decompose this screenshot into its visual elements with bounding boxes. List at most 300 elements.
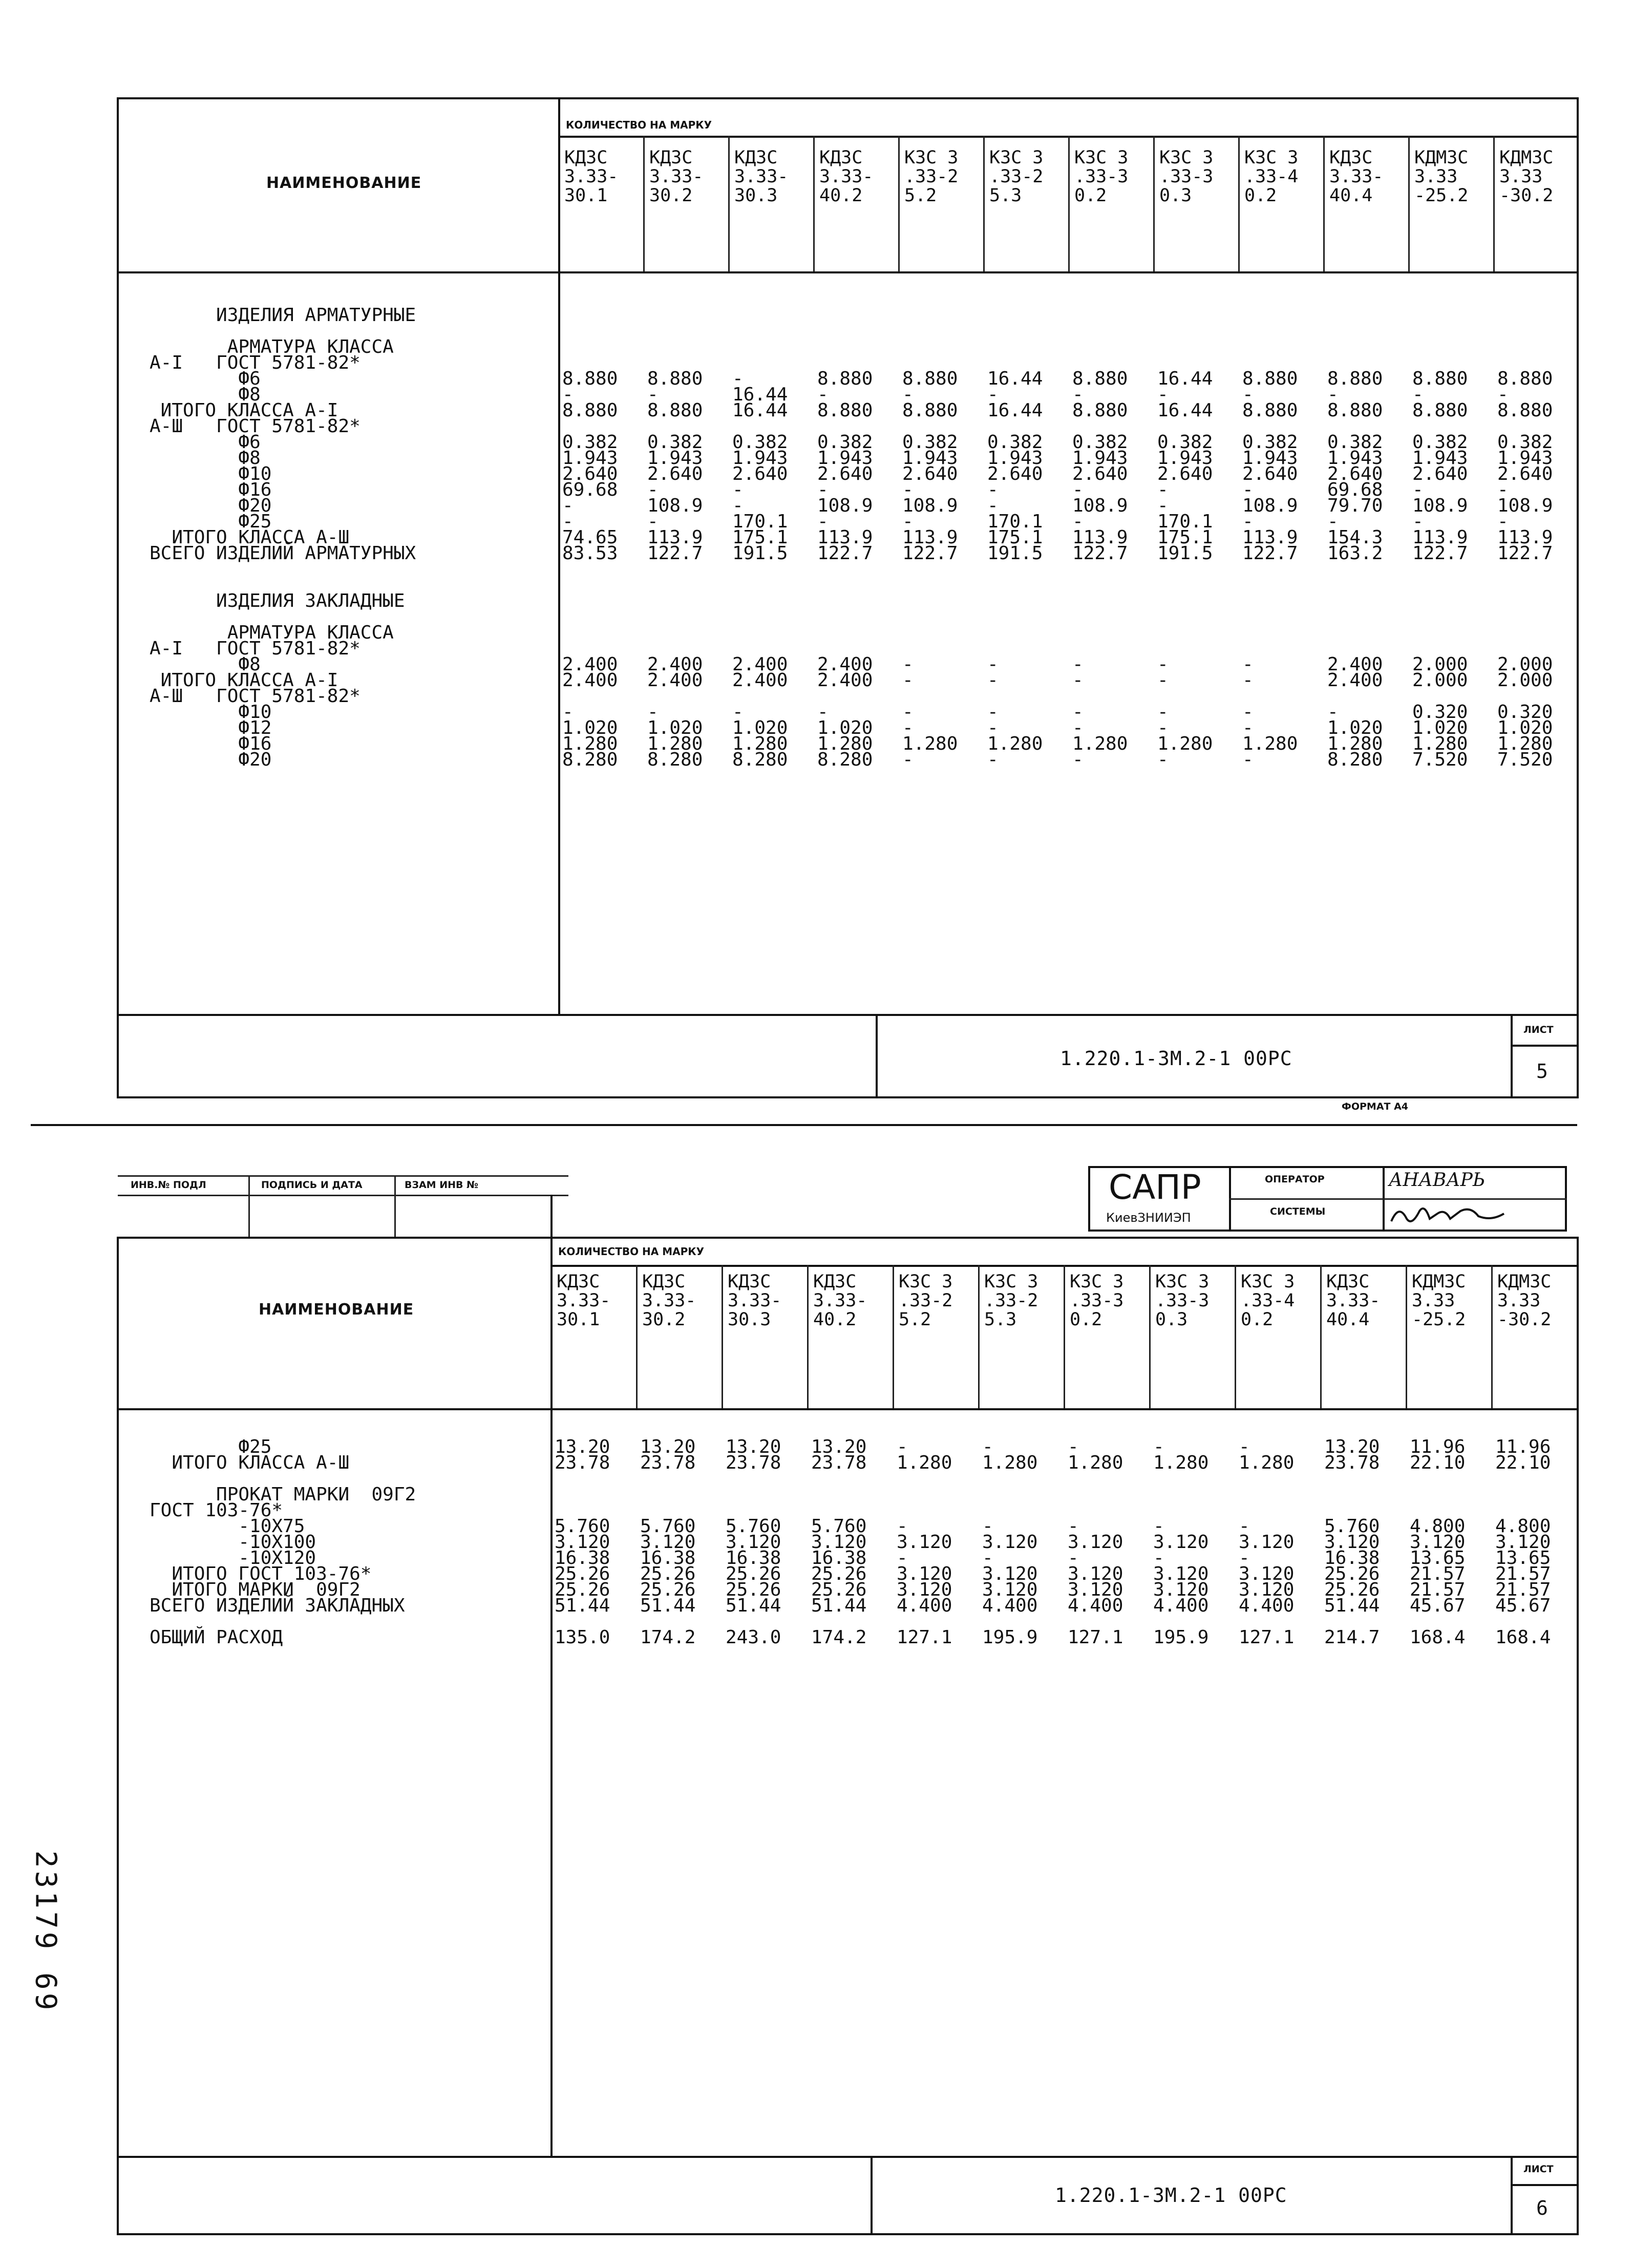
- table-cell: 16.38: [555, 1548, 610, 1568]
- table-cell: 51.44: [811, 1595, 867, 1616]
- operator-name: АНАВАРЬ: [1389, 1170, 1486, 1191]
- table-cell: 51.44: [726, 1595, 781, 1616]
- table-cell: -: [1239, 1548, 1250, 1568]
- table-cell: 8.880: [902, 368, 958, 389]
- column-divider: [728, 136, 730, 271]
- sheet-label: ЛИСТ: [1523, 1024, 1554, 1035]
- table-cell: 69.68: [1327, 479, 1383, 500]
- table-cell: -: [1157, 717, 1169, 738]
- sapr-logo: САПР: [1109, 1168, 1201, 1207]
- sheet-box-rule: [1511, 2184, 1579, 2186]
- table-cell: -: [987, 384, 999, 405]
- table-cell: 108.9: [1412, 495, 1468, 516]
- table-cell: 2.400: [1327, 670, 1383, 691]
- table-cell: 195.9: [1153, 1627, 1209, 1648]
- column-divider: [1064, 1265, 1065, 1408]
- table-cell: -: [982, 1516, 993, 1537]
- table-cell: 8.880: [562, 368, 618, 389]
- table-cell: -: [1239, 1436, 1250, 1457]
- table-cell: 2.640: [1157, 463, 1213, 484]
- name-header: НАИМЕНОВАНИЕ: [266, 174, 422, 192]
- table-cell: -: [902, 479, 914, 500]
- table-cell: 2.400: [647, 670, 703, 691]
- table-cell: -: [1242, 702, 1254, 723]
- table-cell: -: [817, 511, 829, 532]
- table-cell: -: [1157, 479, 1169, 500]
- table-cell: 175.1: [1157, 527, 1213, 548]
- table-cell: 7.520: [1497, 749, 1553, 770]
- table-cell: 135.0: [555, 1627, 610, 1648]
- table-cell: 25.26: [640, 1563, 696, 1584]
- table-cell: 0.320: [1412, 702, 1468, 723]
- table-cell: 1.943: [1412, 448, 1468, 469]
- table-cell: 191.5: [732, 543, 788, 564]
- table-cell: -: [902, 670, 914, 691]
- column-header: КЗС 3 .33-4 0.2: [1241, 1271, 1295, 1330]
- table-cell: 122.7: [1412, 543, 1468, 564]
- table-cell: 0.382: [1412, 432, 1468, 453]
- name-header: НАИМЕНОВАНИЕ: [259, 1301, 414, 1319]
- table-cell: 113.9: [1497, 527, 1553, 548]
- table-cell: 0.382: [1072, 432, 1128, 453]
- table-cell: 1.943: [562, 448, 618, 469]
- doc-code: 1.220.1-3М.2-1 00РС: [1060, 1047, 1292, 1070]
- table-cell: 3.120: [982, 1563, 1038, 1584]
- column-header: КДЗС 3.33- 40.4: [1326, 1271, 1381, 1330]
- table-cell: 25.26: [555, 1563, 610, 1584]
- table-cell: -: [982, 1548, 993, 1568]
- page-separator: [31, 1124, 1577, 1126]
- row-labels: Ф25 ИТОГО КЛАССА А-Ш ПРОКАТ МАРКИ 09Г2 ГОСТ 103-76* -10Х75 -10Х100 -10Х120 ИТОГО ГОСТ 103-76* ИТОГО МАРКИ 09Г2 ВСЕГО ИЗДЕЛИЙ ЗАКЛАДНЫХ ОБЩИЙ РАСХОД: [150, 1436, 416, 1648]
- column-header: КДМЗС 3.33 -30.2: [1497, 1271, 1552, 1330]
- sheet-6-frame: [117, 1237, 1579, 2235]
- table-cell: 16.44: [987, 368, 1043, 389]
- table-cell: 16.44: [732, 400, 788, 421]
- table-cell: -: [987, 495, 999, 516]
- column-header: КЗС 3 .33-2 5.3: [989, 147, 1044, 206]
- table-cell: 113.9: [1412, 527, 1468, 548]
- footer-rule: [117, 2156, 1579, 2158]
- table-cell: -: [902, 654, 914, 675]
- column-divider: [813, 136, 815, 271]
- table-cell: -: [647, 511, 659, 532]
- org-label: КиевЗНИИЭП: [1106, 1211, 1191, 1225]
- table-cell: -: [1068, 1436, 1079, 1457]
- table-cell: 1.020: [1412, 717, 1468, 738]
- table-cell: 8.880: [817, 400, 873, 421]
- table-cell: -: [1072, 670, 1084, 691]
- table-cell: 25.26: [640, 1579, 696, 1600]
- table-cell: -: [987, 479, 999, 500]
- table-cell: 191.5: [987, 543, 1043, 564]
- table-cell: 23.78: [726, 1452, 781, 1473]
- table-cell: 8.880: [647, 400, 703, 421]
- table-cell: 175.1: [732, 527, 788, 548]
- column-header: КЗС 3 .33-3 0.3: [1155, 1271, 1210, 1330]
- table-cell: -: [1412, 479, 1424, 500]
- table-cell: -: [1157, 670, 1169, 691]
- table-cell: -: [1497, 384, 1509, 405]
- stamp-divider: [394, 1175, 396, 1237]
- table-cell: 170.1: [1157, 511, 1213, 532]
- table-cell: 16.38: [640, 1548, 696, 1568]
- table-cell: -: [647, 384, 659, 405]
- table-cell: -: [1068, 1548, 1079, 1568]
- table-cell: 8.880: [1412, 400, 1468, 421]
- table-cell: 4.400: [1153, 1595, 1209, 1616]
- column-divider: [1153, 136, 1155, 271]
- table-cell: 108.9: [1242, 495, 1298, 516]
- table-cell: -: [817, 479, 829, 500]
- table-cell: 8.880: [1497, 368, 1553, 389]
- replace-label: ВЗАМ ИНВ №: [405, 1179, 478, 1191]
- table-cell: -: [897, 1548, 908, 1568]
- table-cell: 168.4: [1495, 1627, 1551, 1648]
- system-label: СИСТЕМЫ: [1270, 1206, 1326, 1217]
- table-cell: 195.9: [982, 1627, 1038, 1648]
- table-cell: -: [987, 654, 999, 675]
- table-cell: 2.400: [562, 670, 618, 691]
- table-cell: 1.943: [1327, 448, 1383, 469]
- table-cell: 154.3: [1327, 527, 1383, 548]
- table-cell: -: [1072, 511, 1084, 532]
- table-cell: 1.943: [902, 448, 958, 469]
- table-cell: 170.1: [987, 511, 1043, 532]
- table-cell: 1.280: [897, 1452, 952, 1473]
- column-divider: [1238, 136, 1240, 271]
- table-cell: 22.10: [1495, 1452, 1551, 1473]
- table-cell: 1.280: [1497, 733, 1553, 754]
- table-cell: -: [1327, 384, 1339, 405]
- table-cell: 113.9: [1072, 527, 1128, 548]
- table-cell: -: [897, 1436, 908, 1457]
- table-cell: 122.7: [647, 543, 703, 564]
- table-cell: 3.120: [1495, 1532, 1551, 1553]
- table-cell: 113.9: [817, 527, 873, 548]
- table-cell: 2.000: [1497, 654, 1553, 675]
- sheet-number: 5: [1536, 1060, 1549, 1083]
- table-cell: 51.44: [1324, 1595, 1380, 1616]
- qty-header: КОЛИЧЕСТВО НА МАРКУ: [566, 119, 712, 131]
- table-cell: 21.57: [1495, 1579, 1551, 1600]
- table-cell: 3.120: [1153, 1579, 1209, 1600]
- table-cell: 163.2: [1327, 543, 1383, 564]
- table-cell: 25.26: [811, 1563, 867, 1584]
- table-cell: 8.280: [562, 749, 618, 770]
- table-cell: 83.53: [562, 543, 618, 564]
- table-cell: 2.400: [1327, 654, 1383, 675]
- table-cell: 2.400: [732, 670, 788, 691]
- table-cell: -: [897, 1516, 908, 1537]
- format-label: ФОРМАТ А4: [1342, 1101, 1409, 1112]
- table-cell: 2.640: [902, 463, 958, 484]
- table-cell: -: [902, 384, 914, 405]
- table-cell: 11.96: [1410, 1436, 1466, 1457]
- table-cell: 214.7: [1324, 1627, 1380, 1648]
- column-divider: [898, 136, 900, 271]
- table-cell: 2.000: [1412, 670, 1468, 691]
- table-cell: 25.26: [555, 1579, 610, 1600]
- table-cell: 25.26: [1324, 1563, 1380, 1584]
- table-cell: 11.96: [1495, 1436, 1551, 1457]
- table-cell: 1.020: [562, 717, 618, 738]
- column-header: КДЗС 3.33- 30.1: [557, 1271, 611, 1330]
- table-cell: 25.26: [811, 1579, 867, 1600]
- table-cell: 45.67: [1495, 1595, 1551, 1616]
- table-cell: -: [1157, 495, 1169, 516]
- table-cell: 5.760: [1324, 1516, 1380, 1537]
- table-cell: 13.20: [1324, 1436, 1380, 1457]
- column-divider: [1491, 1265, 1493, 1408]
- table-cell: 16.44: [1157, 368, 1213, 389]
- table-cell: 23.78: [811, 1452, 867, 1473]
- table-cell: 0.382: [987, 432, 1043, 453]
- table-cell: 3.120: [1068, 1563, 1123, 1584]
- table-cell: 25.26: [1324, 1579, 1380, 1600]
- table-cell: -: [1242, 384, 1254, 405]
- table-cell: 0.382: [1157, 432, 1213, 453]
- table-cell: 0.382: [902, 432, 958, 453]
- table-cell: 3.120: [1153, 1563, 1209, 1584]
- column-header: КЗС 3 .33-2 5.3: [984, 1271, 1038, 1330]
- table-cell: 2.640: [1242, 463, 1298, 484]
- table-cell: 243.0: [726, 1627, 781, 1648]
- table-cell: 21.57: [1410, 1579, 1466, 1600]
- table-cell: 8.880: [1327, 400, 1383, 421]
- table-cell: 122.7: [1072, 543, 1128, 564]
- table-cell: -: [987, 670, 999, 691]
- table-cell: 5.760: [811, 1516, 867, 1537]
- table-cell: -: [817, 702, 829, 723]
- table-cell: -: [1072, 702, 1084, 723]
- table-cell: 8.880: [1072, 368, 1128, 389]
- name-column-divider: [550, 1195, 553, 2157]
- header-bottom-rule: [117, 1408, 1579, 1410]
- table-cell: 8.880: [1242, 400, 1298, 421]
- table-cell: -: [902, 511, 914, 532]
- table-cell: 69.68: [562, 479, 618, 500]
- column-header: КДЗС 3.33- 30.3: [728, 1271, 782, 1330]
- column-divider: [722, 1265, 723, 1408]
- column-divider: [636, 1265, 638, 1408]
- table-cell: 2.000: [1497, 670, 1553, 691]
- table-cell: 3.120: [982, 1579, 1038, 1600]
- table-cell: 2.640: [562, 463, 618, 484]
- table-cell: 1.020: [732, 717, 788, 738]
- stamp-strip-top: [118, 1175, 568, 1177]
- table-cell: -: [1497, 479, 1509, 500]
- table-cell: 8.880: [1327, 368, 1383, 389]
- table-cell: 122.7: [1497, 543, 1553, 564]
- table-cell: 1.280: [817, 733, 873, 754]
- table-cell: 8.880: [1412, 368, 1468, 389]
- sign-label: ПОДПИСЬ И ДАТА: [261, 1179, 363, 1191]
- table-cell: 21.57: [1410, 1563, 1466, 1584]
- table-cell: 108.9: [1497, 495, 1553, 516]
- table-cell: 174.2: [640, 1627, 696, 1648]
- sapr-row-rule: [1229, 1198, 1567, 1200]
- inv-label: ИНВ.№ ПОДЛ: [131, 1179, 206, 1191]
- table-cell: 1.280: [1412, 733, 1468, 754]
- table-cell: -: [1153, 1548, 1164, 1568]
- table-cell: 16.38: [1324, 1548, 1380, 1568]
- table-cell: 2.400: [562, 654, 618, 675]
- table-cell: -: [562, 702, 574, 723]
- column-divider: [807, 1265, 809, 1408]
- column-divider: [893, 1265, 894, 1408]
- table-cell: 13.20: [555, 1436, 610, 1457]
- table-cell: -: [1068, 1516, 1079, 1537]
- table-cell: 2.640: [817, 463, 873, 484]
- table-cell: 168.4: [1410, 1627, 1466, 1648]
- table-cell: -: [1327, 702, 1339, 723]
- column-divider: [983, 136, 985, 271]
- table-cell: -: [1153, 1436, 1164, 1457]
- column-header: КДЗС 3.33- 30.2: [649, 147, 704, 206]
- table-cell: -: [732, 368, 744, 389]
- table-cell: -: [1072, 654, 1084, 675]
- table-cell: -: [1239, 1516, 1250, 1537]
- sheet-box-divider: [1511, 1014, 1513, 1098]
- column-header: КДМЗС 3.33 -25.2: [1412, 1271, 1466, 1330]
- table-cell: -: [1157, 702, 1169, 723]
- table-cell: -: [1072, 479, 1084, 500]
- table-cell: 3.120: [1068, 1579, 1123, 1600]
- table-cell: 1.020: [647, 717, 703, 738]
- table-cell: 5.760: [555, 1516, 610, 1537]
- table-cell: 1.280: [1327, 733, 1383, 754]
- table-cell: 4.800: [1495, 1516, 1551, 1537]
- table-cell: 16.38: [726, 1548, 781, 1568]
- table-cell: 1.943: [1157, 448, 1213, 469]
- column-header: КДЗС 3.33- 30.1: [564, 147, 619, 206]
- column-divider: [1408, 136, 1410, 271]
- operator-label: ОПЕРАТОР: [1265, 1174, 1325, 1185]
- table-cell: 13.20: [726, 1436, 781, 1457]
- table-cell: 2.400: [817, 670, 873, 691]
- table-cell: 3.120: [640, 1532, 696, 1553]
- table-cell: -: [1242, 479, 1254, 500]
- column-header: КЗС 3 .33-2 5.2: [904, 147, 959, 206]
- table-cell: 25.26: [726, 1563, 781, 1584]
- table-cell: -: [817, 384, 829, 405]
- table-cell: 25.26: [726, 1579, 781, 1600]
- table-cell: -: [562, 384, 574, 405]
- table-cell: 3.120: [982, 1532, 1038, 1553]
- table-cell: -: [902, 749, 914, 770]
- table-cell: 0.320: [1497, 702, 1553, 723]
- table-cell: 1.943: [1497, 448, 1553, 469]
- table-cell: -: [1153, 1516, 1164, 1537]
- table-cell: 3.120: [1410, 1532, 1466, 1553]
- table-cell: 23.78: [640, 1452, 696, 1473]
- table-cell: 8.880: [1072, 400, 1128, 421]
- table-cell: -: [732, 702, 744, 723]
- column-header: КЗС 3 .33-4 0.2: [1244, 147, 1299, 206]
- table-cell: 108.9: [1072, 495, 1128, 516]
- table-cell: 8.880: [1497, 400, 1553, 421]
- stamp-strip-bottom: [118, 1195, 568, 1196]
- column-header: КДЗС 3.33- 40.4: [1329, 147, 1384, 206]
- table-cell: 127.1: [1239, 1627, 1295, 1648]
- table-cell: 0.382: [1242, 432, 1298, 453]
- table-cell: 51.44: [640, 1595, 696, 1616]
- table-cell: 8.880: [902, 400, 958, 421]
- table-cell: 3.120: [1239, 1563, 1295, 1584]
- table-cell: 1.280: [1068, 1452, 1123, 1473]
- table-cell: 2.400: [732, 654, 788, 675]
- table-cell: 3.120: [555, 1532, 610, 1553]
- table-cell: 122.7: [817, 543, 873, 564]
- table-cell: 1.280: [562, 733, 618, 754]
- table-cell: 13.65: [1410, 1548, 1466, 1568]
- table-cell: -: [1242, 749, 1254, 770]
- table-cell: -: [1242, 511, 1254, 532]
- table-cell: 2.400: [647, 654, 703, 675]
- table-cell: 5.760: [726, 1516, 781, 1537]
- table-cell: -: [1157, 384, 1169, 405]
- table-cell: 191.5: [1157, 543, 1213, 564]
- column-divider: [1320, 1265, 1322, 1408]
- table-cell: -: [1242, 654, 1254, 675]
- table-cell: -: [987, 717, 999, 738]
- table-cell: 0.382: [732, 432, 788, 453]
- table-cell: -: [1412, 384, 1424, 405]
- table-cell: 108.9: [902, 495, 958, 516]
- column-header: КДЗС 3.33- 40.2: [813, 1271, 867, 1330]
- table-cell: -: [982, 1436, 993, 1457]
- table-cell: -: [562, 495, 574, 516]
- row-labels: ИЗДЕЛИЯ АРМАТУРНЫЕ АРМАТУРА КЛАССА А-I ГОСТ 5781-82* Ф6 Ф8 ИТОГО КЛАССА А-I А-Ш ГОСТ 5781-82* Ф6 Ф8 Ф10 Ф16 Ф20 Ф25 ИТОГО КЛАССА А-Ш ВСЕГО ИЗДЕЛИЙ АРМАТУРНЫХ ИЗДЕЛИЯ ЗАКЛАДНЫЕ АРМАТУРА КЛАССА А-I ГОСТ 5781-82* Ф8 ИТОГО КЛАССА А-I А-Ш ГОСТ 5781-82* Ф10 Ф12 Ф16 Ф20: [150, 305, 416, 770]
- table-cell: 8.880: [1242, 368, 1298, 389]
- footer-divider: [876, 1014, 878, 1098]
- table-cell: 79.70: [1327, 495, 1383, 516]
- column-header: КЗС 3 .33-2 5.2: [899, 1271, 953, 1330]
- table-cell: 4.400: [1068, 1595, 1123, 1616]
- table-cell: 2.400: [817, 654, 873, 675]
- table-cell: 8.880: [817, 368, 873, 389]
- table-cell: 2.640: [732, 463, 788, 484]
- table-cell: 3.120: [1153, 1532, 1209, 1553]
- table-cell: -: [1072, 749, 1084, 770]
- table-cell: 113.9: [647, 527, 703, 548]
- table-cell: 8.280: [732, 749, 788, 770]
- footer-divider: [871, 2156, 873, 2235]
- column-divider: [1406, 1265, 1407, 1408]
- table-cell: -: [987, 749, 999, 770]
- table-cell: 1.280: [987, 733, 1043, 754]
- table-cell: 1.280: [902, 733, 958, 754]
- sheet-label: ЛИСТ: [1523, 2164, 1554, 2175]
- table-cell: 0.382: [647, 432, 703, 453]
- qty-header: КОЛИЧЕСТВО НА МАРКУ: [558, 1245, 705, 1258]
- table-cell: 0.382: [817, 432, 873, 453]
- table-cell: 0.382: [562, 432, 618, 453]
- table-cell: 1.943: [647, 448, 703, 469]
- column-header: КДМЗС 3.33 -30.2: [1499, 147, 1554, 206]
- table-cell: 1.280: [1072, 733, 1128, 754]
- table-cell: 3.120: [1324, 1532, 1380, 1553]
- table-cell: 2.640: [1072, 463, 1128, 484]
- column-divider: [978, 1265, 980, 1408]
- table-cell: 108.9: [647, 495, 703, 516]
- table-cell: 16.44: [732, 384, 788, 405]
- table-cell: 16.44: [1157, 400, 1213, 421]
- sheet-box-divider: [1511, 2156, 1513, 2235]
- table-cell: 3.120: [897, 1532, 952, 1553]
- table-cell: 1.020: [1327, 717, 1383, 738]
- table-cell: 74.65: [562, 527, 618, 548]
